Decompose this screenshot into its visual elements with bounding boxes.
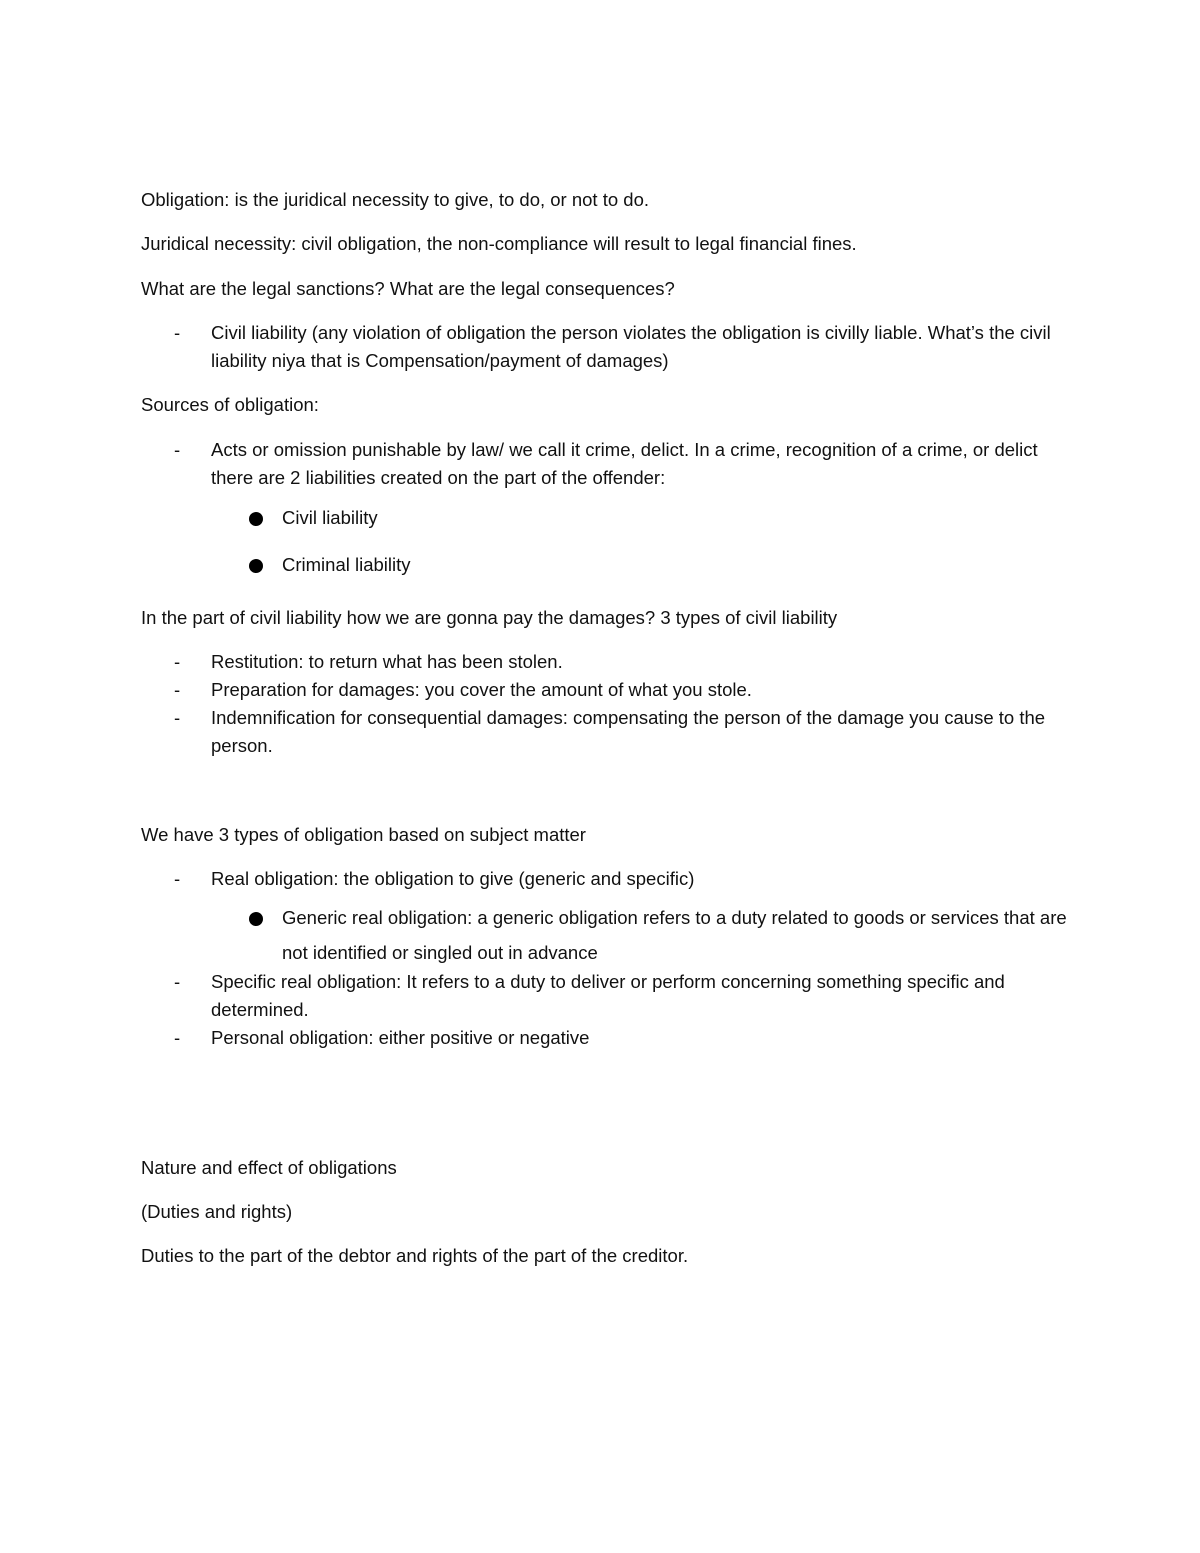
obligation-types-heading: We have 3 types of obligation based on subject matter — [141, 824, 586, 845]
bullet-dot — [249, 512, 263, 526]
list-dash: - — [174, 679, 181, 700]
list-dash: - — [174, 971, 181, 992]
list-item-restitution: Restitution: to return what has been stolen. — [211, 651, 563, 672]
duties-and-rights-note: (Duties and rights) — [141, 1201, 293, 1222]
bullet-dot — [249, 912, 263, 926]
list-dash: - — [174, 1027, 181, 1048]
bullet-criminal-liability: Criminal liability — [282, 554, 411, 575]
list-item-real-obligation: Real obligation: the obligation to give (generic and specific) — [211, 868, 695, 889]
list-item-specific-real-obligation: Specific real obligation: It refers to a duty to deliver or perform concerning something specific and determined. — [211, 971, 1005, 1020]
nature-and-effect-heading: Nature and effect of obligations — [141, 1157, 397, 1178]
list-dash: - — [174, 651, 181, 672]
list-item-acts-or-omission: Acts or omission punishable by law/ we call it crime, delict. In a crime, recognition of a crime, or delict there are 2 liabilities created on the part of the offender: — [211, 439, 1038, 488]
bullet-dot — [249, 559, 263, 573]
list-dash: - — [174, 868, 181, 889]
bullet-generic-real-obligation: Generic real obligation: a generic obligation refers to a duty related to goods or services that are not identified or singled out in advance — [282, 907, 1067, 963]
legal-sanctions-question: What are the legal sanctions? What are the legal consequences? — [141, 278, 675, 299]
list-item-preparation-for-damages: Preparation for damages: you cover the amount of what you stole. — [211, 679, 752, 700]
list-dash: - — [174, 439, 181, 460]
obligation-definition: Obligation: is the juridical necessity to give, to do, or not to do. — [141, 189, 650, 210]
sources-of-obligation-heading: Sources of obligation: — [141, 394, 319, 415]
list-item-personal-obligation: Personal obligation: either positive or negative — [211, 1027, 590, 1048]
list-dash: - — [174, 322, 181, 343]
bullet-civil-liability: Civil liability — [282, 507, 378, 528]
list-item-civil-liability: Civil liability (any violation of obligation the person violates the obligation is civilly liable. What’s the civil liability niya that is Compensation/payment of damages) — [211, 322, 1051, 371]
juridical-necessity-definition: Juridical necessity: civil obligation, the non-compliance will result to legal financial fines. — [141, 233, 857, 254]
list-dash: - — [174, 707, 181, 728]
civil-liability-types-heading: In the part of civil liability how we are gonna pay the damages? 3 types of civil liability — [141, 607, 838, 628]
duties-debtor-creditor: Duties to the part of the debtor and rights of the part of the creditor. — [141, 1245, 689, 1266]
list-item-indemnification: Indemnification for consequential damages: compensating the person of the damage you cause to the person. — [211, 707, 1046, 756]
